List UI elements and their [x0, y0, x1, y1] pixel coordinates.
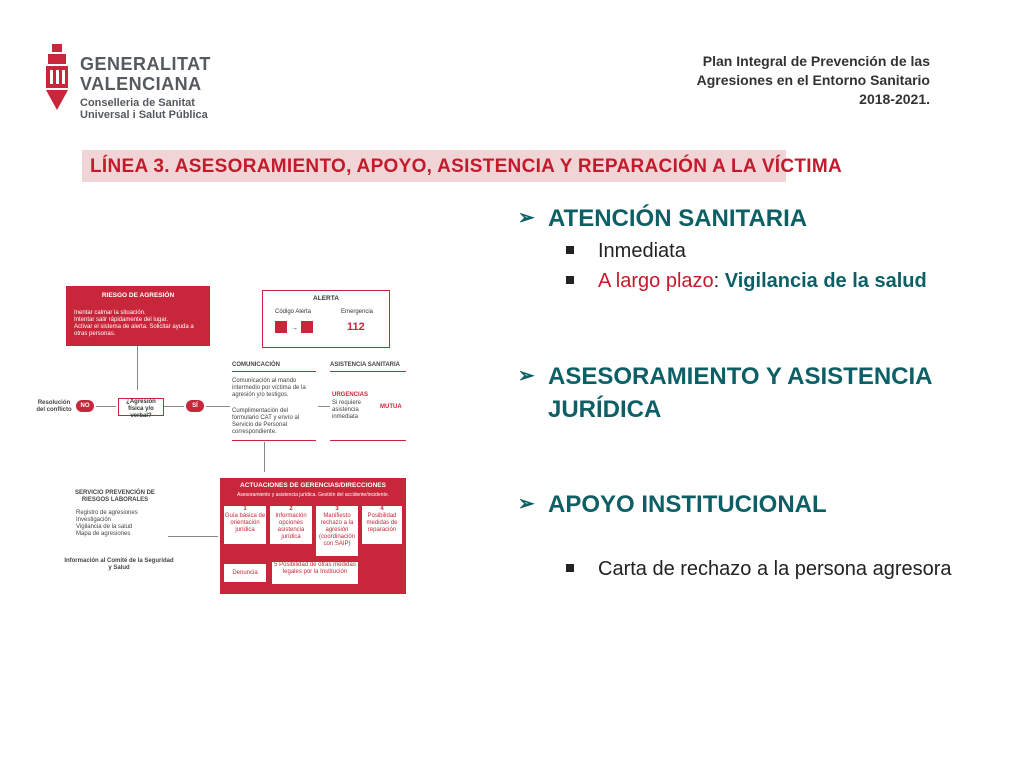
denuncia-card: Denuncia	[224, 564, 266, 582]
bullet-asesoramiento-text: ASESORAMIENTO Y ASISTENCIA JURÍDICA	[548, 363, 932, 423]
square-bullet-icon	[566, 246, 574, 254]
emergency-number: 112	[347, 321, 365, 333]
sub-bullet-carta-text: Carta de rechazo a la persona agresora	[598, 558, 952, 580]
plan-line3: 2018-2021.	[859, 91, 930, 107]
bullet-atencion-text: ATENCIÓN SANITARIA	[548, 205, 808, 232]
actuaciones-title: ACTUACIONES DE GERENCIAS/DIRECCIONES	[240, 482, 386, 489]
act-card-1: 1 Guía básica de orientación jurídica	[224, 506, 266, 544]
act-card-3: 3 Manifiesto rechazo a la agresión (coordinación con SAIP)	[316, 506, 358, 556]
riesgo-box	[66, 286, 210, 346]
act-card-5: 5 Posibilidad de otras medidas legales por la Institución	[272, 562, 358, 584]
divider	[330, 440, 406, 441]
mutua-label: MUTUA	[380, 404, 402, 410]
resolucion-label: Resolución del conflicto	[36, 400, 72, 413]
urgencias-desc: Si requiere asistencia inmediata	[332, 400, 362, 420]
crown-shield-icon	[44, 44, 70, 110]
logo-line4: Universal i Salut Pública	[80, 109, 208, 121]
connector-line	[164, 406, 184, 407]
servicio-title: SERVICIO PREVENCIÓN DE RIESGOS LABORALES	[75, 490, 155, 503]
urgencias-label: URGENCIAS	[332, 392, 369, 398]
plan-line1: Plan Integral de Prevención de las	[702, 53, 930, 69]
servicio-item-3: Vigilancia de la salud	[76, 524, 133, 530]
connector-line	[168, 536, 218, 537]
info-comite: Información al Comité de la Seguridad y Salud	[64, 558, 174, 571]
arrow-bullet-icon: ➢	[518, 365, 535, 387]
riesgo-title: RIESGO DE AGRESIÓN	[101, 292, 175, 299]
plan-line2: Agresiones en el Entorno Sanitario	[696, 72, 930, 88]
logo-line3: Conselleria de Sanitat	[80, 97, 195, 109]
connector-line	[264, 442, 265, 472]
comunicacion-title: COMUNICACIÓN	[232, 362, 316, 372]
alerta-box	[262, 290, 390, 348]
actuaciones-sub: Asesoramiento y asistencia jurídica. Gestión del accidente/incidente.	[236, 492, 390, 498]
act-4-text: Posibilidad medidas de reparación	[366, 513, 398, 533]
logo-line1: GENERALITAT	[80, 54, 211, 74]
si-badge: SÍ	[186, 400, 204, 412]
separator-text: :	[713, 270, 725, 292]
actuaciones-box	[220, 478, 406, 594]
servicio-item-1: Registro de agresiones	[76, 510, 138, 516]
no-badge: NO	[76, 400, 94, 412]
alerta-title: ALERTA	[313, 295, 339, 302]
plan-title	[697, 52, 930, 109]
riesgo-item-2: Intentar salir rápidamente del lugar.	[74, 317, 169, 323]
largo-plazo-text: A largo plazo	[598, 270, 714, 292]
connector-line	[137, 346, 138, 390]
flow-diagram	[36, 282, 412, 602]
act-1-text: Guía básica de orientación jurídica	[224, 513, 266, 533]
generalitat-logo	[44, 44, 244, 124]
riesgo-item-1: Inentar calmar la situación.	[74, 310, 146, 316]
codigo-alerta-label: Código Alerta	[275, 309, 312, 315]
section-title: LÍNEA 3. ASESORAMIENTO, APOYO, ASISTENCIA Y REPARACIÓN A LA VÍCTIMA	[90, 156, 843, 177]
comunicacion-text-2: Cumplimentación del formulario CAT y envío al Servicio de Personal correspondiente.	[232, 408, 300, 435]
square-bullet-icon	[566, 564, 574, 572]
vigilancia-text: Vigilancia de la salud	[724, 270, 927, 292]
riesgo-item-3: Activar el sistema de alerta. Solicitar ayuda a otras personas.	[74, 324, 194, 337]
square-bullet-icon	[566, 276, 574, 284]
act-card-4: 4 Posibilidad medidas de reparación	[362, 506, 402, 544]
act-card-2: 2 Información opciones asistencia jurídica	[270, 506, 312, 544]
sub-bullet-inmediata-text: Inmediata	[598, 240, 686, 262]
arrow-bullet-icon: ➢	[518, 493, 535, 515]
connector-line	[206, 406, 230, 407]
arrow-bullet-icon: ➢	[518, 207, 535, 229]
asistencia-title: ASISTENCIA SANITARIA	[330, 362, 406, 372]
alert-code-icon	[301, 321, 313, 333]
servicio-item-2: Investigación	[76, 517, 112, 523]
comunicacion-text-1: Comunicación al mando intermedio por víctima de la agresión y/o testigos.	[232, 378, 306, 398]
act-2-text: Información opciones asistencia jurídica	[275, 513, 307, 540]
bullet-apoyo-text: APOYO INSTITUCIONAL	[548, 491, 827, 518]
emergencia-label: Emergencia	[341, 309, 374, 315]
connector-line	[318, 406, 330, 407]
servicio-item-4: Mapa de agresiones	[76, 531, 131, 537]
divider	[232, 440, 316, 441]
act-3-text: Manifiesto rechazo a la agresión (coordinación con SAIP)	[318, 513, 356, 547]
agresion-question: ¿Agresión física y/o verbal?	[118, 398, 164, 416]
logo-line2: VALENCIANA	[80, 74, 202, 94]
section-banner	[82, 150, 843, 182]
connector-line	[96, 406, 116, 407]
alert-code-icon	[275, 321, 287, 333]
arrow-right-icon: →	[291, 325, 298, 332]
